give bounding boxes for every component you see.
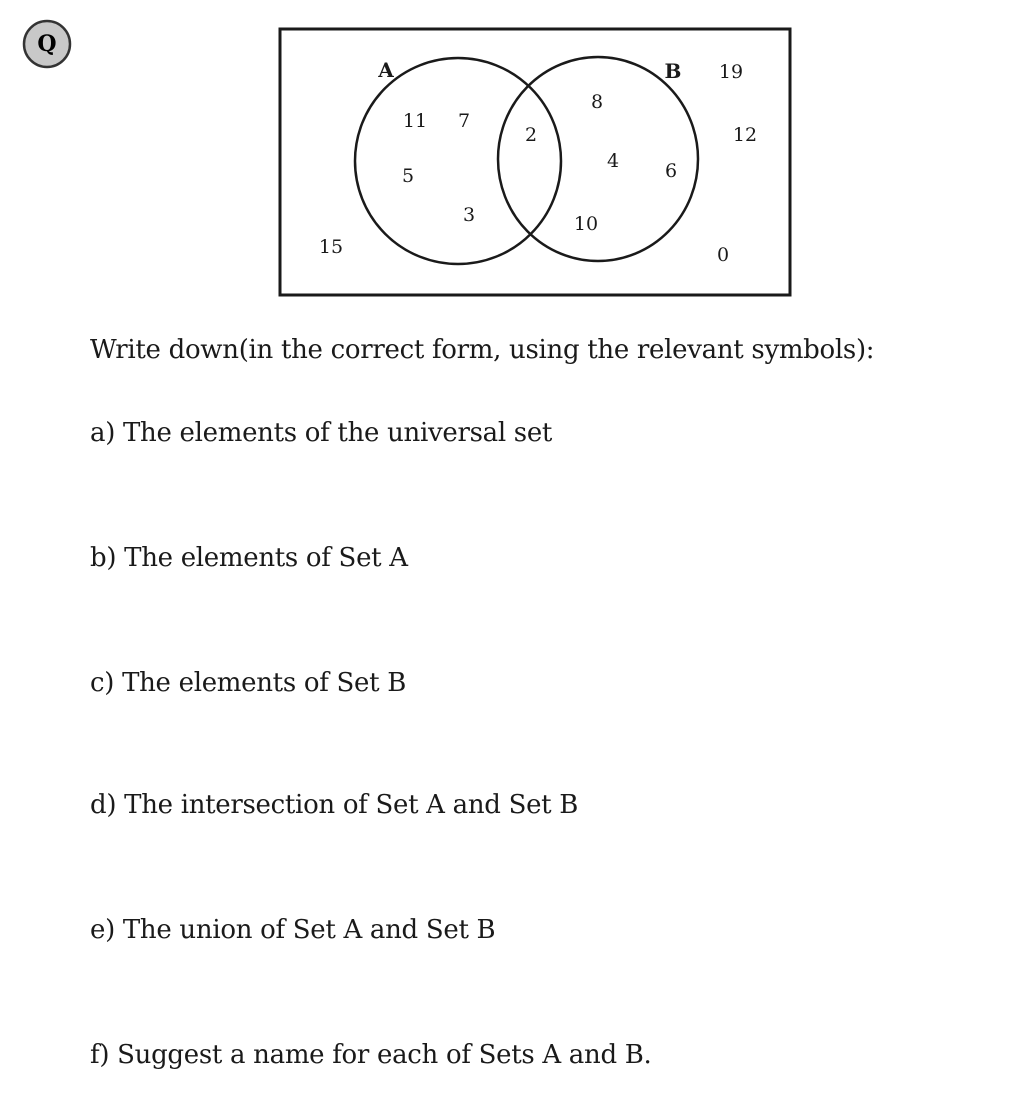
element-a-only: 3: [462, 204, 476, 226]
element-outside: 0: [716, 244, 730, 266]
question-badge-icon: [22, 19, 72, 69]
instruction-text: Write down(in the correct form, using the relevant symbols):: [90, 335, 875, 365]
set-b-label: B: [664, 59, 682, 83]
element-a-only: 11: [402, 110, 428, 132]
question-d: d) The intersection of Set A and Set B: [90, 790, 579, 820]
venn-diagram: [278, 27, 792, 299]
question-e: e) The union of Set A and Set B: [90, 915, 496, 945]
element-a-only: 5: [401, 165, 415, 187]
element-intersection: 2: [524, 124, 538, 146]
question-f: f) Suggest a name for each of Sets A and B.: [90, 1040, 652, 1070]
set-a-label: A: [378, 58, 394, 82]
element-outside: 19: [718, 61, 744, 83]
element-b-only: 8: [590, 91, 604, 113]
question-b: b) The elements of Set A: [90, 543, 408, 573]
question-badge-label: Q: [37, 31, 57, 57]
element-outside: 12: [732, 124, 758, 146]
element-b-only: 4: [606, 150, 620, 172]
element-outside: 15: [318, 236, 344, 258]
universal-set-rectangle: [280, 29, 790, 295]
element-b-only: 6: [664, 160, 678, 182]
question-a: a) The elements of the universal set: [90, 418, 553, 448]
question-c: c) The elements of Set B: [90, 668, 406, 698]
element-b-only: 10: [573, 213, 599, 235]
element-a-only: 7: [457, 110, 471, 132]
